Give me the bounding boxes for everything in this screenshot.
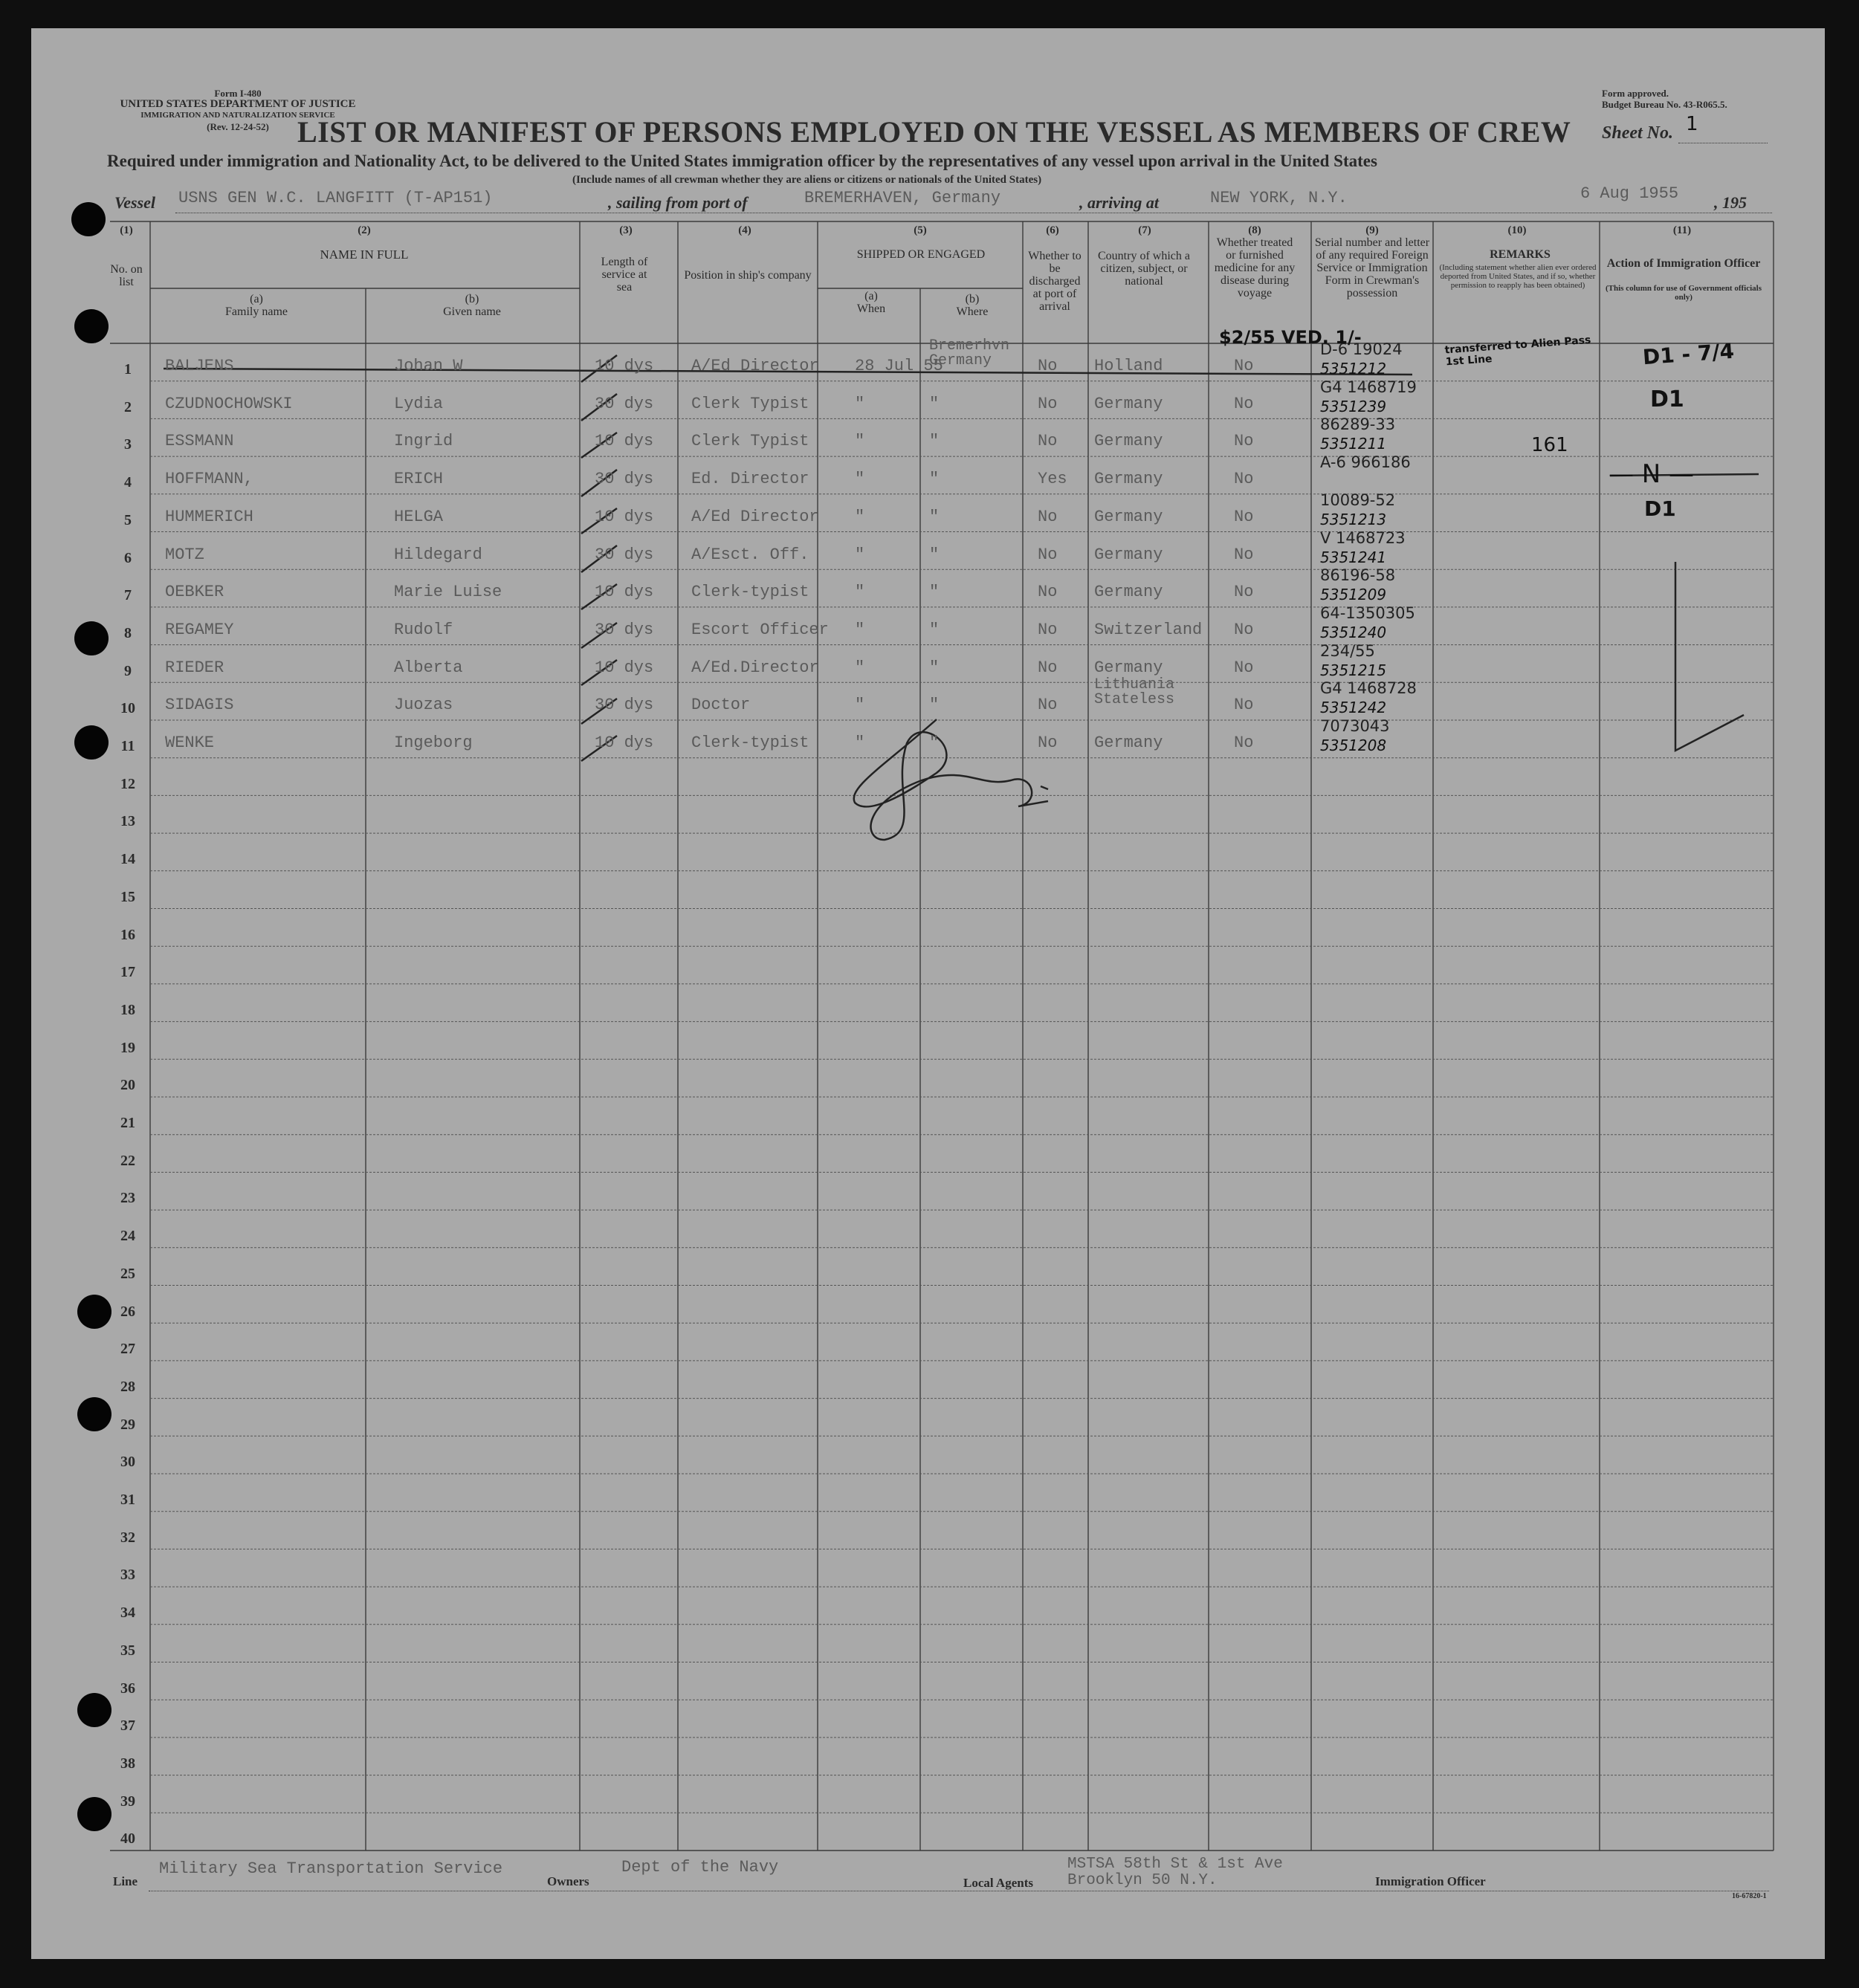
action-row2: D1 <box>1650 386 1684 412</box>
serial-handwritten-cell: 5351242 <box>1320 699 1387 717</box>
row-number: 27 <box>120 1341 135 1358</box>
family-name-cell: CZUDNOCHOWSKI <box>165 394 293 413</box>
shipped-where-cell: " <box>929 394 940 413</box>
discharged-cell: No <box>1038 507 1058 526</box>
family-name-cell: OEBKER <box>165 583 224 602</box>
length-of-service-cell: 10 dys <box>595 658 654 677</box>
discharged-cell: No <box>1038 696 1058 715</box>
given-name-cell: HELGA <box>394 507 444 526</box>
col-header-shipped: SHIPPED OR ENGAGED <box>856 248 986 261</box>
service-name: IMMIGRATION AND NATURALIZATION SERVICE <box>140 111 335 120</box>
row-number: 15 <box>120 888 135 905</box>
col-header-action: Action of Immigration Officer <box>1606 257 1761 270</box>
length-of-service-cell: 30 dys <box>595 620 654 639</box>
medicine-cell: No <box>1234 507 1254 526</box>
row-number: 24 <box>120 1228 135 1245</box>
row-number: 7 <box>124 587 132 604</box>
family-name-cell: HUMMERICH <box>165 507 253 526</box>
shipped-when-cell: " <box>855 658 865 677</box>
row-number: 11 <box>120 738 135 754</box>
serial-number-cell: 86289-33 <box>1320 415 1396 434</box>
medicine-cell: No <box>1234 620 1254 639</box>
row-number: 30 <box>120 1454 135 1471</box>
shipped-when-cell: " <box>855 583 865 602</box>
shipped-where-cell: " <box>929 583 940 602</box>
action-row1: D1 - 7/4 <box>1641 338 1736 370</box>
position-cell: Escort Officer <box>691 620 829 639</box>
shipped-where-cell: " <box>929 470 940 489</box>
length-of-service-cell: 10 dys <box>595 357 654 375</box>
arrival-date: 6 Aug 1955 <box>1580 184 1679 203</box>
serial-handwritten-cell: 5351208 <box>1320 736 1387 754</box>
position-cell: Clerk-typist <box>691 734 809 752</box>
col-num-5: (5) <box>914 224 927 236</box>
immigration-officer-label: Immigration Officer <box>1375 1874 1486 1888</box>
row-number: 17 <box>120 964 135 981</box>
position-cell: Clerk Typist <box>691 394 809 413</box>
vessel-name: USNS GEN W.C. LANGFITT (T-AP151) <box>178 189 493 207</box>
discharged-cell: No <box>1038 620 1058 639</box>
family-name-cell: HOFFMANN, <box>165 470 253 489</box>
row-number: 31 <box>120 1492 135 1508</box>
given-name-cell: Ingeborg <box>394 734 473 752</box>
handwritten-alien-pass-note: $2/55 VED. 1/- <box>1219 327 1362 348</box>
col-header-action-note: (This column for use of Government officials only) <box>1606 284 1762 302</box>
country-cell: Germany <box>1094 658 1163 677</box>
row-number: 19 <box>120 1039 135 1056</box>
row-number: 3 <box>124 436 132 453</box>
shipped-where-cell: " <box>929 696 940 715</box>
row-number: 29 <box>120 1416 135 1433</box>
medicine-cell: No <box>1234 696 1254 715</box>
discharged-cell: No <box>1038 583 1058 602</box>
discharged-cell: No <box>1038 545 1058 564</box>
country-cell: Switzerland <box>1094 620 1203 639</box>
row-number: 37 <box>120 1717 135 1735</box>
length-of-service-cell: 30 dys <box>595 470 654 489</box>
family-name-cell: MOTZ <box>165 545 204 564</box>
row-number: 21 <box>120 1115 135 1131</box>
given-name-cell: Juozas <box>394 696 453 715</box>
serial-number-cell: D-6 19024 <box>1320 340 1403 358</box>
given-name-cell: Hildegard <box>394 545 482 564</box>
year-suffix: , 195 <box>1714 193 1747 212</box>
col-header-serial: Serial number and letter of any required Foreign Service or Immigration Form in Crewman's possession <box>1314 236 1430 300</box>
serial-handwritten-cell: 5351215 <box>1320 661 1387 679</box>
row-number: 2 <box>124 398 132 415</box>
serial-number-cell: 64-1350305 <box>1320 603 1415 622</box>
given-name-cell: Johan W <box>394 357 463 375</box>
given-name-cell: Marie Luise <box>394 583 502 602</box>
arriving-port: NEW YORK, N.Y. <box>1210 189 1348 207</box>
position-cell: A/Esct. Off. <box>691 545 809 564</box>
discharged-cell: Yes <box>1038 470 1067 489</box>
discharged-cell: No <box>1038 357 1058 375</box>
country-cell: Germany <box>1094 734 1163 752</box>
line-label: Line <box>113 1874 138 1888</box>
col-num-4: (4) <box>738 224 751 236</box>
shipped-when-cell: " <box>855 432 865 451</box>
serial-handwritten-cell: 5351241 <box>1320 548 1387 566</box>
shipped-where-cell: " <box>929 545 940 564</box>
row-number: 25 <box>120 1265 135 1282</box>
medicine-cell: No <box>1234 470 1254 489</box>
shipped-where-cell: " <box>929 432 940 451</box>
row-number: 4 <box>124 474 132 491</box>
shipped-when-cell: " <box>855 470 865 489</box>
action-row5: D1 <box>1644 496 1676 521</box>
shipped-where-cell: " <box>929 620 940 639</box>
remarks-row3: 161 <box>1531 434 1568 456</box>
row-number: 32 <box>120 1529 135 1546</box>
row-number: 33 <box>120 1567 135 1584</box>
serial-handwritten-cell: 5351209 <box>1320 586 1387 604</box>
row-number: 22 <box>120 1152 135 1169</box>
form-number: Form I-480 <box>214 88 262 99</box>
shipped-where-cell: " <box>929 734 940 752</box>
given-name-cell: Ingrid <box>394 432 453 451</box>
discharged-cell: No <box>1038 658 1058 677</box>
col-header-given: (b) Given name <box>443 293 501 318</box>
serial-number-cell: G4 1468719 <box>1320 378 1417 396</box>
sheet-number: 1 <box>1686 113 1698 135</box>
family-name-cell: RIEDER <box>165 658 224 677</box>
line-value: Military Sea Transportation Service <box>159 1859 503 1878</box>
family-name-cell: ESSMANN <box>165 432 234 451</box>
col-num-10: (10) <box>1507 224 1527 236</box>
col-header-discharged: Whether to be discharged at port of arrival <box>1028 250 1082 313</box>
discharged-cell: No <box>1038 432 1058 451</box>
family-name-cell: BALJENS <box>165 357 234 375</box>
position-cell: Clerk-typist <box>691 583 809 602</box>
row-number: 9 <box>124 662 132 679</box>
family-name-cell: REGAMEY <box>165 620 234 639</box>
discharged-cell: No <box>1038 394 1058 413</box>
medicine-cell: No <box>1234 658 1254 677</box>
row-number: 39 <box>120 1793 135 1810</box>
form-approved: Form approved. <box>1602 88 1669 99</box>
shipped-when-cell: " <box>855 545 865 564</box>
country-cell: Germany <box>1094 470 1163 489</box>
print-code: 16-67820-1 <box>1732 1892 1767 1900</box>
col-num-9: (9) <box>1365 224 1379 236</box>
sheet-label: Sheet No. <box>1602 123 1673 143</box>
country-cell: Holland <box>1094 357 1163 375</box>
length-of-service-cell: 10 dys <box>595 507 654 526</box>
length-of-service-cell: 10 dys <box>595 432 654 451</box>
serial-handwritten-cell: 5351212 <box>1320 360 1387 378</box>
position-cell: Doctor <box>691 696 751 715</box>
sailing-label: , sailing from port of <box>608 193 748 212</box>
action-row4: — N — <box>1609 459 1695 489</box>
country-cell: Lithuania Stateless <box>1094 676 1175 709</box>
medicine-cell: No <box>1234 432 1254 451</box>
col-header-length: Length of service at sea <box>601 256 648 294</box>
row-number: 35 <box>120 1642 135 1659</box>
col-num-2: (2) <box>358 224 371 236</box>
country-cell: Germany <box>1094 394 1163 413</box>
serial-number-cell: 234/55 <box>1320 641 1375 660</box>
col-num-7: (7) <box>1138 224 1151 236</box>
length-of-service-cell: 10 dys <box>595 734 654 752</box>
discharged-cell: No <box>1038 734 1058 752</box>
department-name: UNITED STATES DEPARTMENT OF JUSTICE <box>120 98 356 110</box>
position-cell: A/Ed Director <box>691 507 819 526</box>
serial-number-cell: G4 1468728 <box>1320 679 1417 698</box>
country-cell: Germany <box>1094 583 1163 602</box>
budget-bureau-no: Budget Bureau No. 43-R065.5. <box>1602 99 1727 110</box>
length-of-service-cell: 30 dys <box>595 696 654 715</box>
col-num-3: (3) <box>619 224 633 236</box>
country-cell: Germany <box>1094 545 1163 564</box>
position-cell: A/Ed.Director <box>691 658 819 677</box>
col-header-name: NAME IN FULL <box>320 247 409 262</box>
given-name-cell: Alberta <box>394 658 463 677</box>
shipped-when-cell: " <box>855 620 865 639</box>
local-agents-label: Local Agents <box>963 1876 1033 1890</box>
shipped-when-cell: " <box>855 394 865 413</box>
country-cell: Germany <box>1094 507 1163 526</box>
serial-handwritten-cell: 5351240 <box>1320 623 1387 641</box>
given-name-cell: ERICH <box>394 470 444 489</box>
col-header-where: (b) Where <box>956 293 989 318</box>
col-num-11: (11) <box>1672 224 1692 236</box>
length-of-service-cell: 30 dys <box>595 394 654 413</box>
row-number: 26 <box>120 1303 135 1320</box>
row-number: 10 <box>120 700 135 717</box>
col-header-family: (a) Family name <box>225 293 288 318</box>
shipped-when-cell: " <box>855 734 865 752</box>
vessel-label: Vessel <box>114 193 155 212</box>
shipped-when-cell: 28 Jul 55 <box>855 357 943 375</box>
row-number: 1 <box>124 361 132 378</box>
col-header-remarks-note: (Including statement whether alien ever ordered deported from United States, and if so, whether permission to reapply has been obtained) <box>1439 263 1597 290</box>
shipped-when-cell: " <box>855 696 865 715</box>
row-number: 14 <box>120 851 135 868</box>
serial-handwritten-cell: 5351239 <box>1320 397 1387 415</box>
serial-handwritten-cell: 5351213 <box>1320 510 1387 528</box>
row-number: 28 <box>120 1378 135 1395</box>
row-number: 23 <box>120 1190 135 1207</box>
serial-handwritten-cell: 5351211 <box>1320 435 1387 453</box>
serial-number-cell: V 1468723 <box>1320 528 1406 547</box>
length-of-service-cell: 30 dys <box>595 545 654 564</box>
sailing-port: BREMERHAVEN, Germany <box>804 189 1001 207</box>
serial-number-cell: A-6 966186 <box>1320 453 1411 472</box>
col-num-6: (6) <box>1046 224 1059 236</box>
serial-number-cell: 86196-58 <box>1320 566 1396 585</box>
position-cell: A/Ed Director <box>691 357 819 375</box>
owners-label: Owners <box>547 1874 589 1888</box>
medicine-cell: No <box>1234 545 1254 564</box>
medicine-cell: No <box>1234 583 1254 602</box>
row-number: 38 <box>120 1755 135 1772</box>
serial-number-cell: 10089-52 <box>1320 490 1396 509</box>
local-agents-value: MSTSA 58th St & 1st Ave Brooklyn 50 N.Y. <box>1067 1856 1283 1889</box>
col-header-medicine: Whether treated or furnished medicine for any disease during voyage <box>1214 236 1296 300</box>
row-number: 13 <box>120 813 135 830</box>
col-header-no: No. on list <box>110 263 143 288</box>
col-header-country: Country of which a citizen, subject, or national <box>1098 250 1190 288</box>
shipped-where-cell: " <box>929 658 940 677</box>
shipped-where-cell: Bremerhvn Germany <box>929 337 1010 369</box>
position-cell: Clerk Typist <box>691 432 809 451</box>
col-header-when: (a) When <box>856 290 886 315</box>
remarks-transfer-note: transferred to Alien Pass 1st Line <box>1444 334 1591 369</box>
medicine-cell: No <box>1234 357 1254 375</box>
family-name-cell: WENKE <box>165 734 215 752</box>
row-number: 5 <box>124 511 132 528</box>
row-number: 40 <box>120 1830 135 1848</box>
row-number: 36 <box>120 1680 135 1697</box>
country-cell: Germany <box>1094 432 1163 451</box>
form-subtitle: Required under immigration and Nationality Act, to be delivered to the United States immigration officer by the representatives of any vessel upon arrival in the United States <box>107 152 1377 170</box>
row-number: 16 <box>120 926 135 943</box>
shipped-when-cell: " <box>855 507 865 526</box>
length-of-service-cell: 10 dys <box>595 583 654 602</box>
col-num-1: (1) <box>120 224 133 236</box>
col-num-8: (8) <box>1248 224 1261 236</box>
family-name-cell: SIDAGIS <box>165 696 234 715</box>
col-header-position: Position in ship's company <box>684 269 812 282</box>
position-cell: Ed. Director <box>691 470 809 489</box>
col-header-remarks: REMARKS <box>1490 248 1551 261</box>
given-name-cell: Rudolf <box>394 620 453 639</box>
row-number: 8 <box>124 624 132 641</box>
arriving-label: , arriving at <box>1079 193 1159 212</box>
revision-date: (Rev. 12-24-52) <box>207 121 269 132</box>
row-number: 34 <box>120 1605 135 1622</box>
row-number: 12 <box>120 775 135 792</box>
given-name-cell: Lydia <box>394 394 444 413</box>
include-note: (Include names of all crewman whether they are aliens or citizens or nationals of the United States) <box>572 174 1042 186</box>
serial-number-cell: 7073043 <box>1320 717 1390 735</box>
shipped-where-cell: " <box>929 507 940 526</box>
row-number: 6 <box>124 549 132 566</box>
owners-value: Dept of the Navy <box>621 1858 779 1877</box>
page-title: LIST OR MANIFEST OF PERSONS EMPLOYED ON THE VESSEL AS MEMBERS OF CREW <box>297 115 1571 149</box>
medicine-cell: No <box>1234 394 1254 413</box>
row-number: 18 <box>120 1001 135 1018</box>
medicine-cell: No <box>1234 734 1254 752</box>
row-number: 20 <box>120 1077 135 1094</box>
